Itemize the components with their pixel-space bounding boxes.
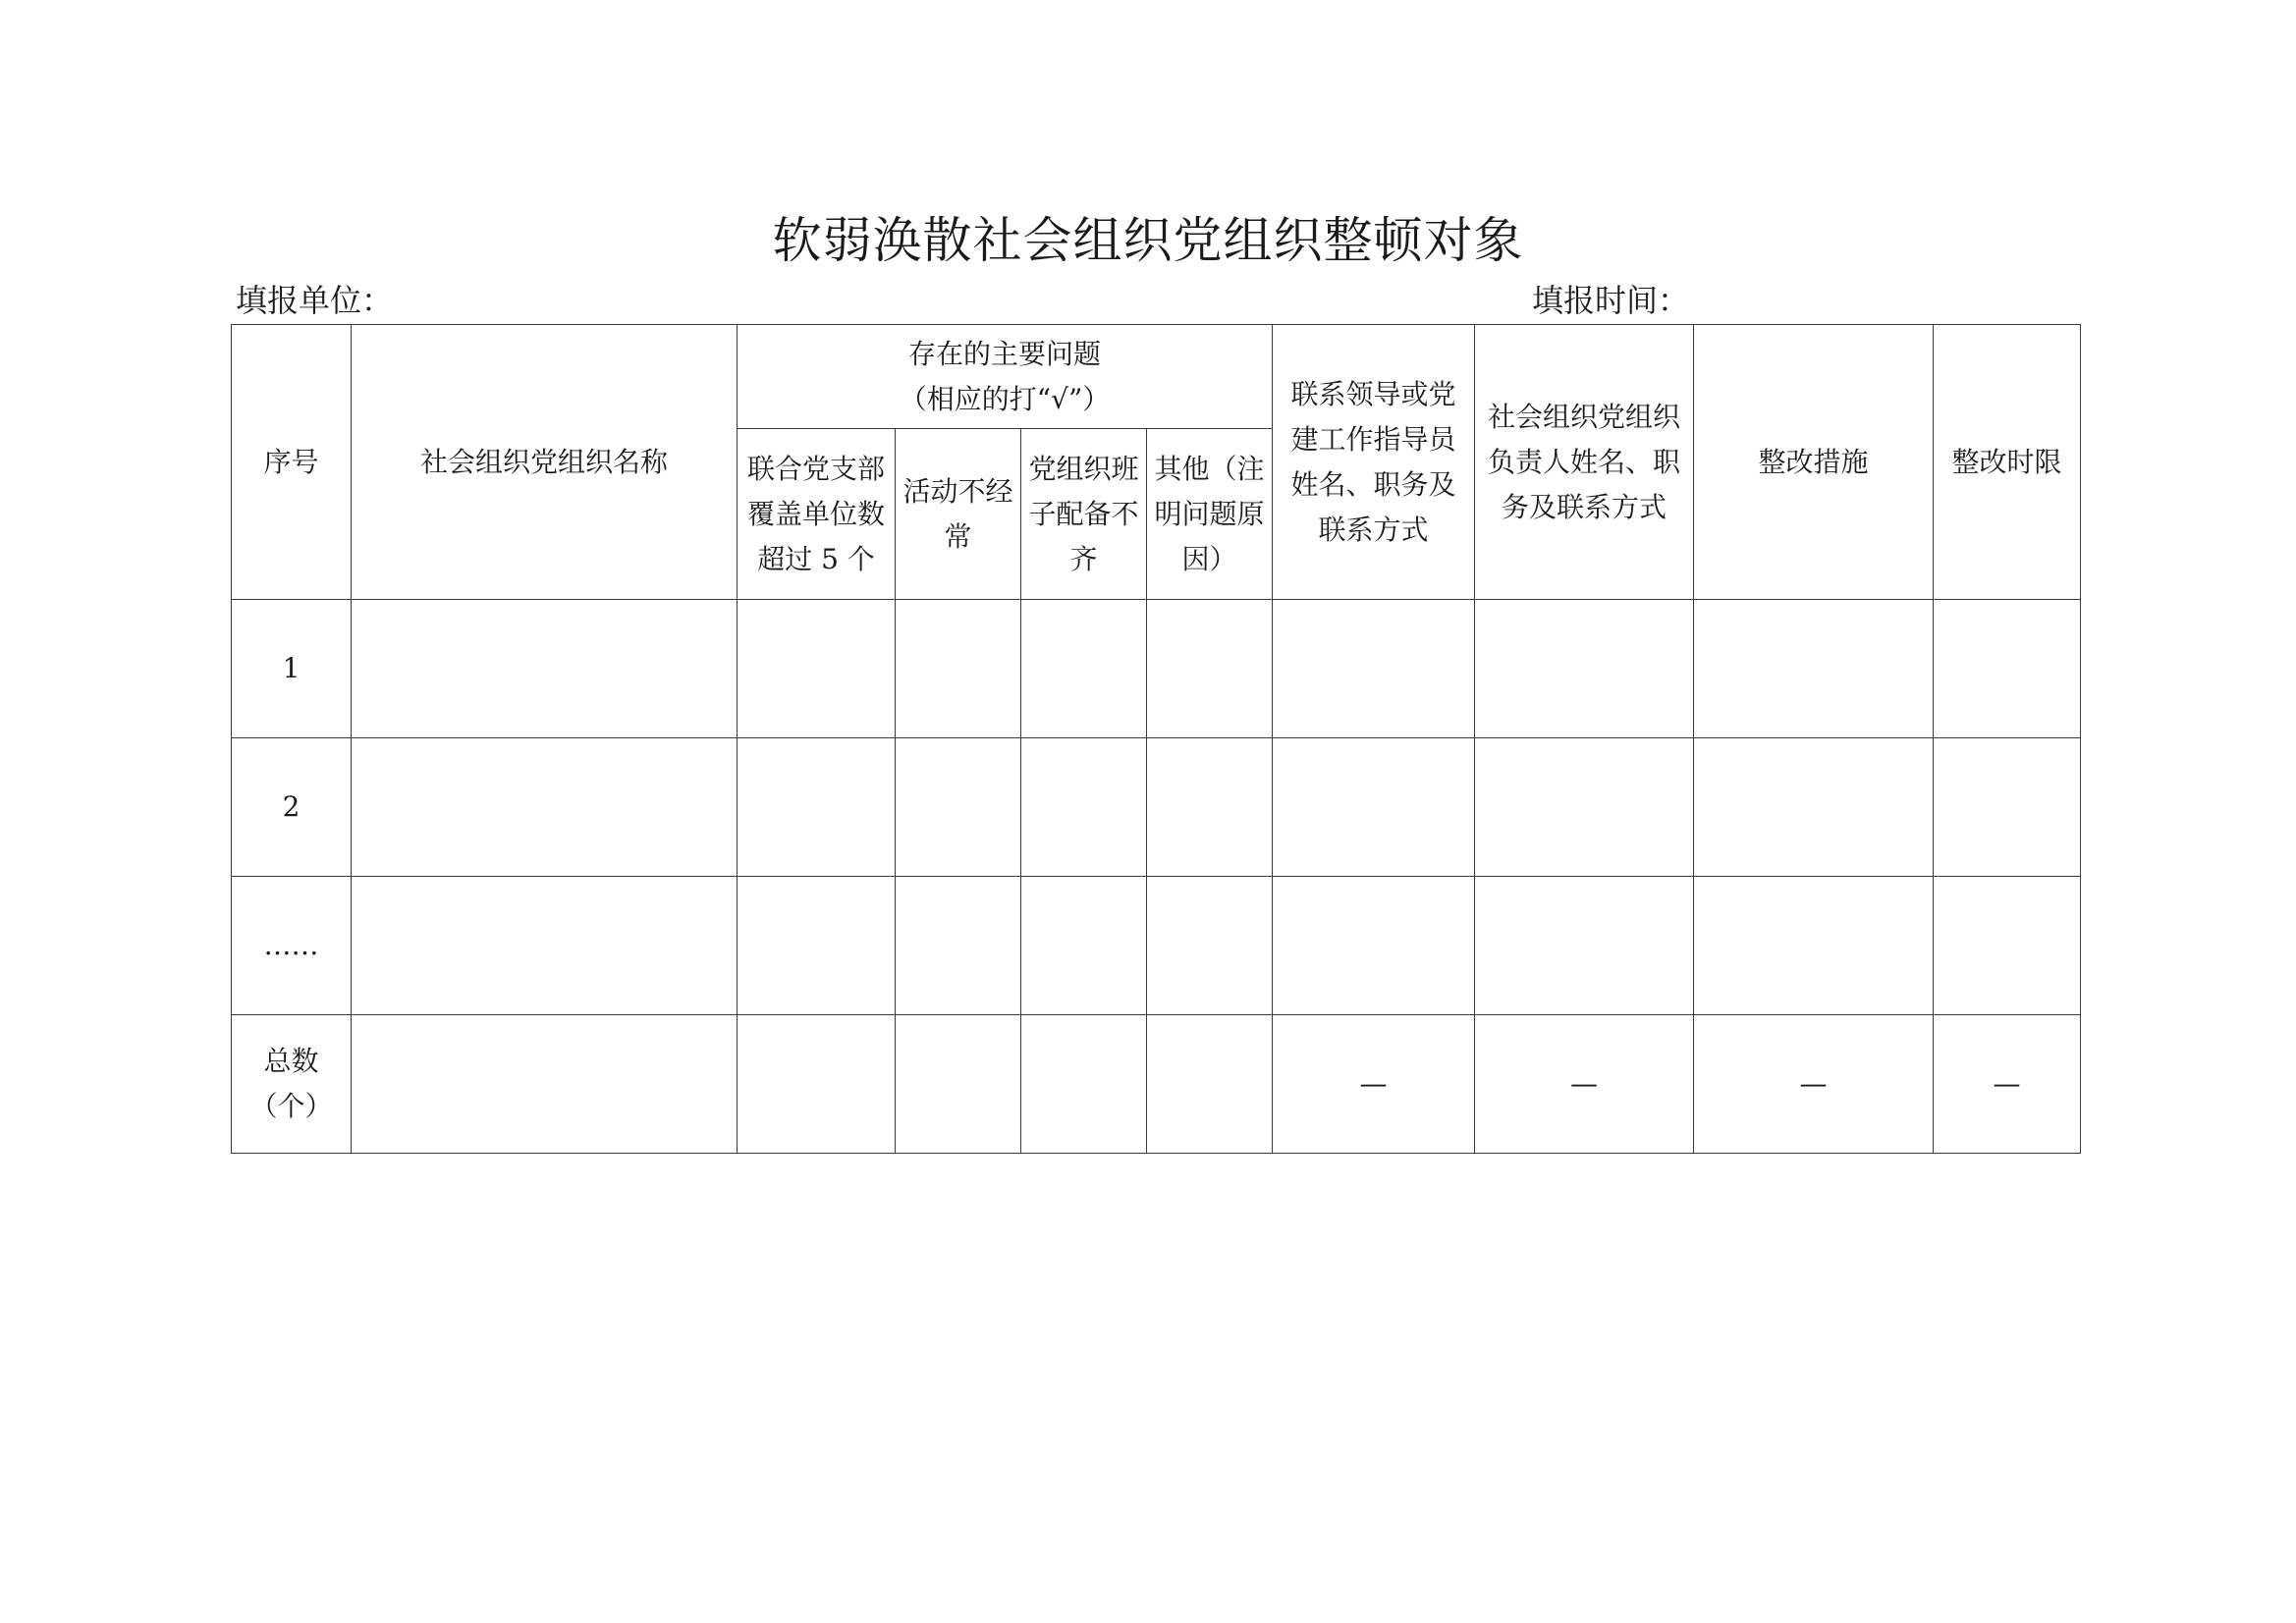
- cell[interactable]: [738, 877, 896, 1015]
- header-seq: 序号: [232, 325, 352, 600]
- dash-cell: —: [1694, 1015, 1934, 1154]
- row-seq: ……: [232, 877, 352, 1015]
- cell[interactable]: [1273, 738, 1475, 877]
- dash-cell: —: [1475, 1015, 1694, 1154]
- cell[interactable]: [896, 1015, 1021, 1154]
- document-title: 软弱涣散社会组织党组织整顿对象: [772, 212, 1524, 269]
- dash-cell: —: [1273, 1015, 1475, 1154]
- cell[interactable]: [352, 877, 738, 1015]
- cell[interactable]: [352, 1015, 738, 1154]
- rectification-table: [231, 324, 2081, 1154]
- cell[interactable]: [738, 1015, 896, 1154]
- header-line: 姓名、职务及: [1290, 467, 1456, 501]
- cell[interactable]: [1934, 877, 2081, 1015]
- header-issues-group-line: 存在的主要问题: [908, 337, 1102, 370]
- row-seq: 1: [232, 600, 352, 738]
- header-issue-incomplete-team: [1021, 429, 1147, 600]
- cell[interactable]: [1934, 738, 2081, 877]
- cell[interactable]: [1934, 600, 2081, 738]
- header-line: 其他（注: [1154, 452, 1265, 485]
- header-line: 联合党支部: [746, 452, 885, 485]
- header-issues-group: [738, 325, 1273, 429]
- cell[interactable]: [896, 738, 1021, 877]
- table-row: [232, 600, 2081, 738]
- row-seq: 2: [232, 738, 352, 877]
- header-line: 子配备不: [1028, 497, 1139, 530]
- dash-cell: —: [1934, 1015, 2081, 1154]
- header-issues-group-line: （相应的打“√”）: [899, 382, 1111, 415]
- header-line: 联系方式: [1318, 513, 1429, 546]
- table-row: [232, 738, 2081, 877]
- cell[interactable]: [1147, 738, 1273, 877]
- cell[interactable]: [1475, 738, 1694, 877]
- cell[interactable]: [1694, 738, 1934, 877]
- cell[interactable]: [352, 600, 738, 738]
- header-line: 社会组织党组织: [1488, 400, 1681, 433]
- cell[interactable]: [1475, 877, 1694, 1015]
- cell[interactable]: [1475, 600, 1694, 738]
- header-issue-branch-coverage: [738, 429, 896, 600]
- total-label-line: （个）: [249, 1090, 333, 1122]
- header-org-leader: [1475, 325, 1694, 600]
- header-line: 因）: [1181, 542, 1237, 575]
- header-line: 活动不经: [902, 474, 1013, 508]
- header-line: 超过 5 个: [757, 542, 875, 575]
- header-line: 党组织班: [1028, 452, 1139, 485]
- reporting-unit-label: 填报单位：: [236, 282, 394, 319]
- total-row: [232, 1015, 2081, 1154]
- cell[interactable]: [1147, 600, 1273, 738]
- header-line: 建工作指导员: [1290, 422, 1456, 456]
- cell[interactable]: [738, 600, 896, 738]
- header-issue-irregular-activity: [896, 429, 1021, 600]
- header-measures: 整改措施: [1694, 325, 1934, 600]
- cell[interactable]: [1273, 600, 1475, 738]
- header-line: 常: [944, 519, 972, 553]
- cell[interactable]: [1021, 1015, 1147, 1154]
- cell[interactable]: [1694, 877, 1934, 1015]
- header-line: 齐: [1069, 542, 1098, 575]
- cell[interactable]: [738, 738, 896, 877]
- reporting-time-label: 填报时间：: [1532, 282, 1690, 319]
- total-label: [232, 1015, 352, 1154]
- total-label-line: 总数: [263, 1045, 319, 1077]
- header-line: 明问题原: [1154, 497, 1265, 530]
- cell[interactable]: [1147, 1015, 1273, 1154]
- cell[interactable]: [1021, 738, 1147, 877]
- header-line: 负责人姓名、职: [1488, 445, 1681, 478]
- header-issue-other: [1147, 429, 1273, 600]
- cell[interactable]: [896, 877, 1021, 1015]
- table-row: [232, 877, 2081, 1015]
- cell[interactable]: [1021, 877, 1147, 1015]
- header-line: 联系领导或党: [1290, 377, 1456, 410]
- cell[interactable]: [1273, 877, 1475, 1015]
- cell[interactable]: [352, 738, 738, 877]
- cell[interactable]: [1147, 877, 1273, 1015]
- header-line: 覆盖单位数: [746, 497, 885, 530]
- header-leader-contact: [1273, 325, 1475, 600]
- header-line: 务及联系方式: [1502, 490, 1667, 523]
- cell[interactable]: [896, 600, 1021, 738]
- cell[interactable]: [1694, 600, 1934, 738]
- cell[interactable]: [1021, 600, 1147, 738]
- header-deadline: 整改时限: [1934, 325, 2081, 600]
- header-org-name: 社会组织党组织名称: [352, 325, 738, 600]
